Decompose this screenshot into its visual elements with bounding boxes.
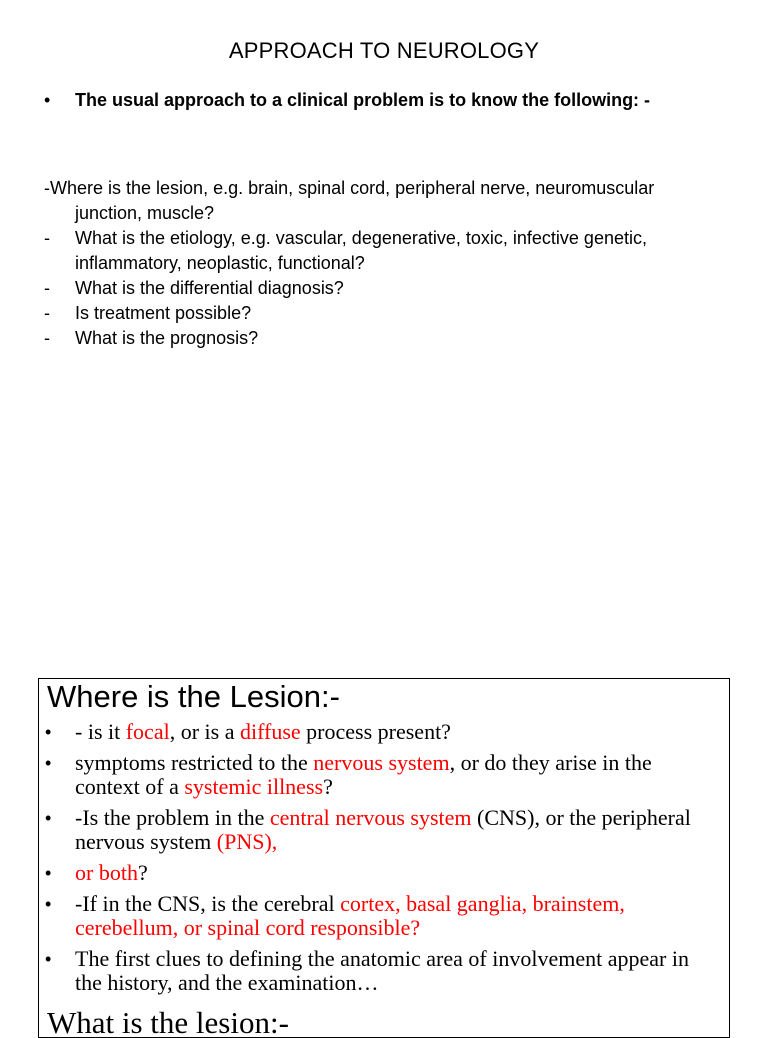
bullet-icon: • [44,90,51,110]
question-item [44,301,724,326]
bullet-icon: • [45,863,52,883]
lesion-bullet-text [75,720,721,744]
question-item [44,276,724,301]
lesion-bullet [39,892,729,940]
highlighted-term: diffuse [239,719,301,744]
lesion-slide-box [38,678,730,1038]
dash-marker: - [44,303,50,323]
dash-marker: - [44,328,50,348]
lesion-bullet-text [75,947,721,995]
question-text: -Where is the lesion, e.g. brain, spinal cord, peripheral nerve, neuromuscular junction, muscle? [44,178,655,223]
highlighted-term: central nervous system [269,805,472,830]
text-run: -If in the CNS, is the cerebral [75,891,341,916]
highlighted-term: systemic illness [184,774,324,799]
lesion-bullet-text [75,806,721,854]
highlighted-term: cortex, basal ganglia, brainstem, cerebellum, or spinal cord responsible? [75,891,625,940]
text-run: -Is the problem in the [75,805,270,830]
highlighted-term: focal [125,719,170,744]
bullet-icon: • [45,894,52,914]
lesion-bullet-list [39,720,729,1002]
question-item [44,176,724,226]
highlighted-term: nervous system [313,750,450,775]
highlighted-term: (PNS), [216,829,278,854]
bullet-icon: • [45,949,52,969]
text-run: , or do they arise in the context of a [75,750,652,799]
next-slide-title: What is the lesion:- [47,1005,289,1038]
intro-bullet [44,88,684,112]
text-run: (CNS), or the peripheral nervous system [75,805,691,854]
question-list [44,176,724,351]
question-text: What is the differential diagnosis? [75,278,344,298]
lesion-bullet-text [75,892,721,940]
text-run: The first clues to defining the anatomic area of involvement appear in the history, and the examination… [75,946,689,995]
bullet-icon: • [45,722,52,742]
lesion-bullet [39,720,729,744]
lesion-bullet [39,751,729,799]
bullet-icon: • [45,753,52,773]
lesion-bullet-text [75,751,721,799]
text-run: ? [137,860,148,885]
question-item [44,226,724,276]
text-run: process present? [300,719,451,744]
lesion-bullet [39,861,729,885]
lesion-title: Where is the Lesion:- [47,679,340,714]
intro-bullet-text: The usual approach to a clinical problem is to know the following: - [75,90,651,110]
question-item [44,326,724,351]
dash-marker: - [44,278,50,298]
bullet-icon: • [45,808,52,828]
highlighted-term: or both [75,860,138,885]
lesion-bullet [39,806,729,854]
slide-title: APPROACH TO NEUROLOGY [228,38,540,63]
question-text: Is treatment possible? [75,303,252,323]
question-text: What is the etiology, e.g. vascular, degenerative, toxic, infective genetic, inflammatory, neoplastic, functional? [75,228,647,273]
lesion-bullet-text [75,861,721,885]
text-run: ? [323,774,333,799]
question-text: What is the prognosis? [75,328,259,348]
dash-marker: - [44,228,50,248]
lesion-bullet [39,947,729,995]
text-run: - is it [75,719,126,744]
text-run: , or is a [169,719,240,744]
text-run: symptoms restricted to the [75,750,314,775]
